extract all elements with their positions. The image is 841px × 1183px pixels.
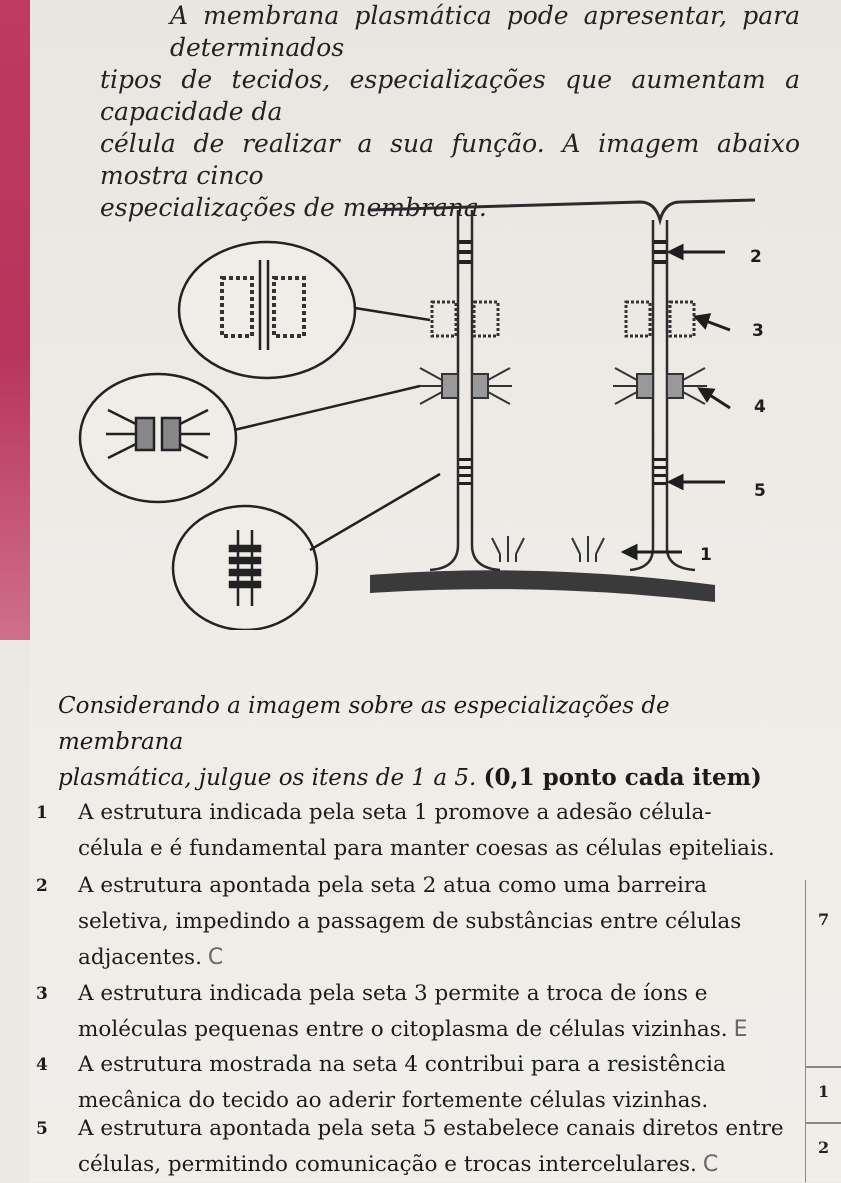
label-3: 3 (752, 321, 764, 341)
answer-mark: E (733, 1017, 748, 1042)
label-1: 1 (700, 545, 712, 565)
item-line: A estrutura apontada pela seta 2 atua como uma barreira (78, 873, 707, 898)
zoom-circle-gap-junction (173, 474, 440, 630)
question-prompt (58, 688, 798, 796)
item-line: adjacentes. (78, 945, 202, 970)
zoom-circle-desmosome (80, 374, 420, 502)
label-2: 2 (750, 247, 762, 267)
intro-line: especializações de membrana. (100, 193, 487, 222)
grade-value: 7 (818, 910, 830, 929)
item-3 (36, 976, 800, 1048)
item-number: 1 (36, 803, 48, 823)
question-points: (0,1 ponto cada item) (483, 764, 762, 791)
item-line: mecânica do tecido ao aderir fortemente células vizinhas. (78, 1088, 709, 1113)
intro-line: tipos de tecidos, especializações que aumentam a capacidade da (100, 65, 800, 126)
item-line: seletiva, impedindo a passagem de substâncias entre células (78, 909, 742, 934)
zoom-circle-adherens (179, 242, 430, 378)
answer-mark: C (702, 1152, 719, 1177)
item-5 (36, 1111, 800, 1183)
grade-value: 1 (818, 1082, 830, 1101)
label-arrows (624, 246, 730, 558)
item-line: células, permitindo comunicação e trocas intercelulares. (78, 1152, 697, 1177)
item-line: A estrutura indicada pela seta 1 promove a adesão célula- (78, 800, 712, 825)
item-line-with-mark (78, 940, 800, 976)
grading-divider (805, 1122, 841, 1124)
item-number: 5 (36, 1119, 48, 1139)
item-number: 3 (36, 984, 48, 1004)
grade-value: 2 (818, 1138, 830, 1157)
item-line: A estrutura mostrada na seta 4 contribui para a resistência (78, 1052, 726, 1077)
item-1 (36, 795, 800, 867)
basal-lamina (370, 570, 715, 602)
item-line: moléculas pequenas entre o citoplasma de células vizinhas. (78, 1017, 728, 1042)
question-line2-text: plasmática, julgue os itens de 1 a 5. (58, 765, 477, 791)
item-line: célula e é fundamental para manter coesas as células epiteliais. (78, 836, 775, 861)
answer-mark: C (207, 945, 224, 970)
label-4: 4 (754, 397, 766, 417)
desmosome (418, 368, 707, 404)
tight-junction (459, 240, 666, 264)
gap-junction (459, 458, 666, 485)
item-number: 4 (36, 1055, 48, 1075)
label-5: 5 (754, 481, 766, 501)
item-number: 2 (36, 876, 48, 896)
membrane-specializations-figure (70, 190, 770, 630)
item-line: A estrutura apontada pela seta 5 estabelece canais diretos entre (78, 1116, 784, 1141)
hemidesmosome (492, 536, 604, 562)
intro-line: A membrana plasmática pode apresentar, para determinados (170, 1, 800, 62)
question-line2 (58, 760, 798, 796)
item-2 (36, 868, 800, 976)
item-4 (36, 1047, 800, 1119)
apical-membrane-line (370, 200, 755, 220)
grading-divider (805, 1066, 841, 1068)
item-line: A estrutura indicada pela seta 3 permite a troca de íons e (78, 981, 708, 1006)
question-lead: Considerando a imagem sobre as especializações de membrana (58, 693, 670, 755)
item-line-with-mark (78, 1147, 800, 1183)
intro-line: célula de realizar a sua função. A imagem abaixo mostra cinco (100, 129, 800, 190)
item-line-with-mark (78, 1012, 800, 1048)
